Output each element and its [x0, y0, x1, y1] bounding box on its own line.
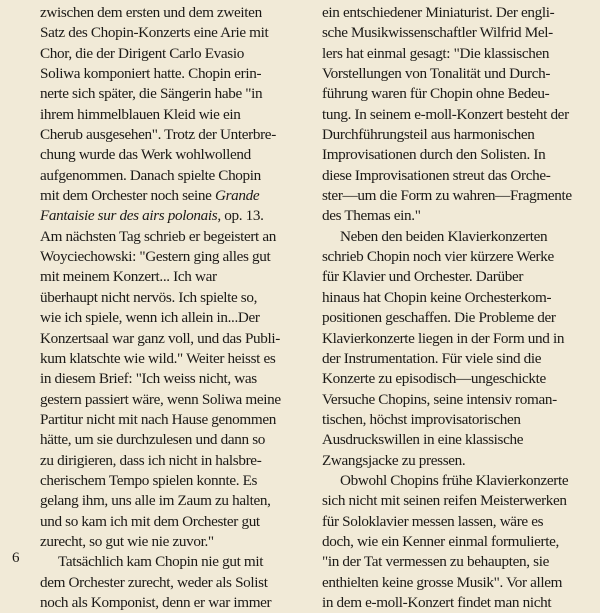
- line-text: Obwohl Chopins frühe Klavierkonzerte: [340, 471, 569, 489]
- line-text: "in der Tat vermessen zu behaupten, sie: [322, 553, 549, 571]
- line-text: enthielten keine grosse Musik". Vor allem: [322, 573, 563, 591]
- line-text: doch, wie ein Kenner einmal formulierte,: [322, 532, 559, 550]
- line-text: wie ich spiele, wenn ich allein in...Der: [40, 309, 260, 327]
- line-text: cherischem Tempo spielen konnte. Es: [40, 471, 258, 489]
- text-line: [322, 430, 580, 450]
- line-text: Versuche Chopins, seine intensiv roman-: [322, 390, 557, 408]
- line-text: hätte, um sie durchzulesen und dann so: [40, 431, 265, 449]
- text-line: [322, 512, 580, 532]
- line-text: führung waren für Chopin ohne Bedeu-: [322, 85, 550, 103]
- line-text: tischen, höchst improvisatorischen: [322, 410, 521, 428]
- line-text: zurecht, so gut wie nie zuvor.": [40, 532, 214, 550]
- text-line: [322, 206, 580, 226]
- text-line: [322, 491, 580, 511]
- text-line: [322, 3, 580, 23]
- line-text: hinaus hat Chopin keine Orchesterkom-: [322, 288, 552, 306]
- text-line: [322, 23, 580, 43]
- text-line: [322, 573, 580, 593]
- line-text: positionen geschaffen. Die Probleme der: [322, 309, 556, 327]
- text-line: [322, 145, 580, 165]
- text-line: [322, 84, 580, 104]
- text-line: [40, 430, 302, 450]
- text-line: [40, 593, 302, 613]
- text-line: [322, 64, 580, 84]
- line-text: und so kam ich mit dem Orchester gut: [40, 512, 260, 530]
- line-text: des Themas ein.": [322, 207, 421, 225]
- text-line: [40, 44, 302, 64]
- line-text: Konzerte zu episodisch—ungeschickte: [322, 370, 546, 388]
- line-text: gelang ihm, uns alle im Zaum zu halten,: [40, 492, 271, 510]
- line-text-after: , op. 13.: [217, 207, 264, 225]
- text-line: [322, 308, 580, 328]
- line-text: Ausdruckswillen in eine klassische: [322, 431, 524, 449]
- text-line: [40, 512, 302, 532]
- text-line: [322, 247, 580, 267]
- line-text: überhaupt nicht nervös. Ich spielte so,: [40, 288, 258, 306]
- text-line: [40, 186, 302, 206]
- line-text: für Klavier und Orchester. Darüber: [322, 268, 524, 286]
- text-line: [40, 471, 302, 491]
- line-text: für Soloklavier messen lassen, wäre es: [322, 512, 544, 530]
- text-line: [40, 206, 302, 226]
- text-line: [40, 308, 302, 328]
- text-line: [40, 390, 302, 410]
- line-text: Vorstellungen von Tonalität und Durch-: [322, 65, 551, 83]
- line-text: Neben den beiden Klavierkonzerten: [340, 227, 548, 245]
- line-text: gestern passiert wäre, wenn Soliwa meine: [40, 390, 281, 408]
- line-text: mit meinem Konzert... Ich war: [40, 268, 217, 286]
- line-text: Konzertsaal war ganz voll, und das Publi-: [40, 329, 280, 347]
- text-line: [40, 491, 302, 511]
- text-line: [322, 593, 580, 613]
- line-text: Chor, die der Dirigent Carlo Evasio: [40, 44, 244, 62]
- line-text: Satz des Chopin-Konzerts eine Arie mit: [40, 24, 269, 42]
- text-line: [40, 267, 302, 287]
- line-text: ster—um die Form zu wahren—Fragmente: [322, 187, 572, 205]
- text-line: [40, 3, 302, 23]
- text-line: [322, 125, 580, 145]
- line-text: dem Orchester zurecht, weder als Solist: [40, 573, 268, 591]
- text-line: [40, 227, 302, 247]
- line-text: sche Musikwissenschaftler Wilfrid Mel-: [322, 24, 553, 42]
- text-line: [322, 105, 580, 125]
- text-line: [40, 64, 302, 84]
- line-text: Improvisationen durch den Solisten. In: [322, 146, 546, 164]
- line-text: ihrem himmelblauen Kleid wie ein: [40, 105, 241, 123]
- italic-title: Grande: [215, 187, 260, 205]
- line-text: Woyciechowski: "Gestern ging alles gut: [40, 248, 271, 266]
- text-line: [322, 349, 580, 369]
- text-line: [40, 125, 302, 145]
- text-line: [322, 532, 580, 552]
- line-text: Partitur nicht mit nach Hause genommen: [40, 410, 276, 428]
- text-line: [322, 267, 580, 287]
- line-text: mit dem Orchester noch seine: [40, 187, 215, 205]
- line-text: Zwangsjacke zu pressen.: [322, 451, 466, 469]
- line-text: Am nächsten Tag schrieb er begeistert an: [40, 227, 276, 245]
- text-line: [322, 186, 580, 206]
- line-text: Durchführungsteil aus harmonischen: [322, 126, 535, 144]
- line-text: diese Improvisationen streut das Orche-: [322, 166, 551, 184]
- text-line: [40, 410, 302, 430]
- line-text: lers hat einmal gesagt: "Die klassischen: [322, 44, 550, 62]
- text-line: [40, 166, 302, 186]
- line-text: Tatsächlich kam Chopin nie gut mit: [58, 553, 264, 571]
- text-line: [40, 369, 302, 389]
- text-line: [40, 532, 302, 552]
- text-line: [322, 44, 580, 64]
- line-text: in dem e-moll-Konzert findet man nicht: [322, 593, 552, 611]
- text-line: [40, 23, 302, 43]
- line-text: noch als Komponist, denn er war immer: [40, 593, 272, 611]
- line-text: der Instrumentation. Für viele sind die: [322, 349, 542, 367]
- page-number: 6: [12, 550, 20, 566]
- text-line: [40, 552, 302, 572]
- text-line: [40, 288, 302, 308]
- right-text-column: [322, 3, 580, 613]
- line-text: Klavierkonzerte liegen in der Form und in: [322, 329, 565, 347]
- line-text: kum klatschte wie wild." Weiter heisst es: [40, 349, 276, 367]
- line-text: sich nicht mit seinen reifen Meisterwerken: [322, 492, 567, 510]
- line-text: zu dirigieren, dass ich nicht in halsbre-: [40, 451, 262, 469]
- text-line: [40, 349, 302, 369]
- text-line: [40, 247, 302, 267]
- text-line: [322, 227, 580, 247]
- line-text: aufgenommen. Danach spielte Chopin: [40, 166, 261, 184]
- line-text: nerte sich später, die Sängerin habe "in: [40, 85, 263, 103]
- line-text: Cherub ausgesehen". Trotz der Unterbre-: [40, 126, 276, 144]
- text-line: [322, 451, 580, 471]
- italic-title: Fantaisie sur des airs polonais: [40, 207, 218, 225]
- line-text: chung wurde das Werk wohlwollend: [40, 146, 251, 164]
- text-line: [40, 573, 302, 593]
- text-line: [40, 145, 302, 165]
- line-text: schrieb Chopin noch vier kürzere Werke: [322, 248, 554, 266]
- text-line: [322, 390, 580, 410]
- text-line: [322, 369, 580, 389]
- text-line: [322, 410, 580, 430]
- text-line: [40, 105, 302, 125]
- line-text: Soliwa komponiert hatte. Chopin erin-: [40, 65, 262, 83]
- text-line: [322, 166, 580, 186]
- line-text: ein entschiedener Miniaturist. Der engli-: [322, 4, 555, 21]
- text-line: [322, 552, 580, 572]
- line-text: zwischen dem ersten und dem zweiten: [40, 4, 262, 21]
- text-line: [40, 329, 302, 349]
- line-text: in diesem Brief: "Ich weiss nicht, was: [40, 370, 257, 388]
- text-line: [322, 471, 580, 491]
- text-line: [322, 288, 580, 308]
- text-line: [40, 84, 302, 104]
- text-line: [322, 329, 580, 349]
- line-text: tung. In seinem e-moll-Konzert besteht der: [322, 105, 569, 123]
- left-text-column: [40, 3, 302, 613]
- text-line: [40, 451, 302, 471]
